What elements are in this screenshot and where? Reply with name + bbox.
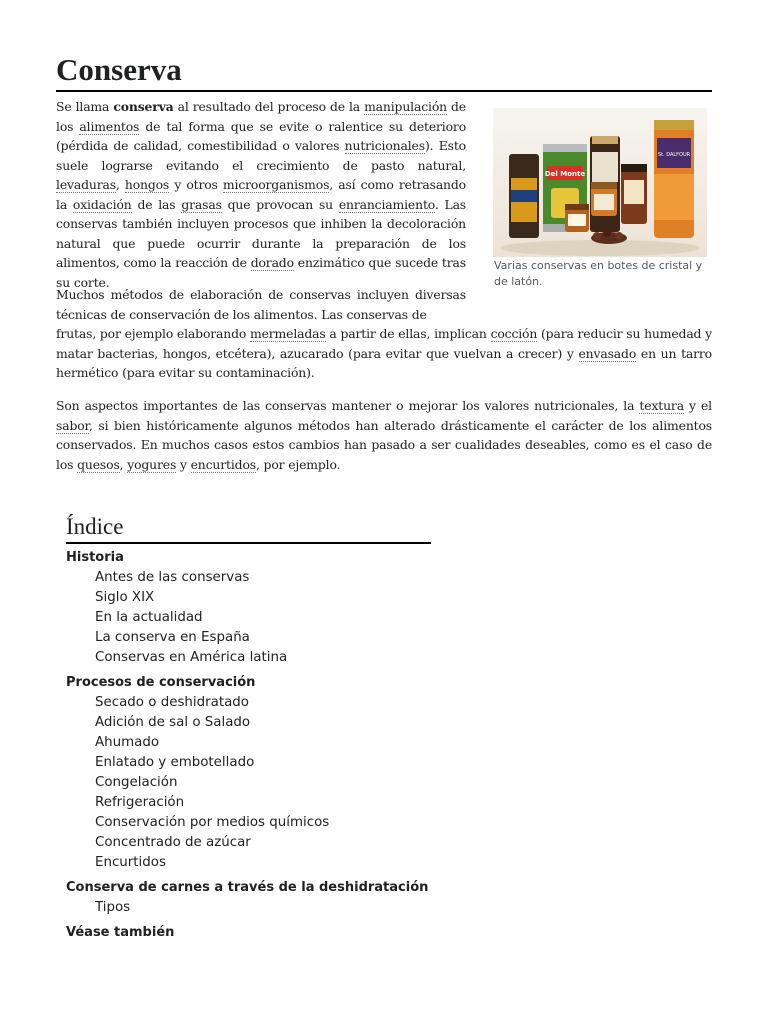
toc-item[interactable]: Concentrado de azúcar <box>95 835 251 850</box>
text-run: . Las conservas también incluyen procesos que inhiben la decoloración natural que puede ocurrir durante la preparación de los alimentos, como la reacción de <box>56 196 467 270</box>
link-sabor[interactable]: sabor <box>56 417 89 433</box>
link-enranciamiento[interactable]: enranciamiento <box>338 196 435 212</box>
link-nutricionales[interactable]: nutricionales <box>344 138 425 153</box>
toc-item[interactable]: Secado o deshidratado <box>95 695 249 710</box>
link-mermeladas[interactable]: mermeladas <box>250 326 326 341</box>
text-run: , <box>119 456 128 472</box>
link-oxidacion[interactable]: oxidación <box>72 196 132 212</box>
link-grasas[interactable]: grasas <box>181 196 222 212</box>
link-manipulacion[interactable]: manipulación <box>364 99 447 114</box>
bold-term: conserva <box>113 99 174 114</box>
text-run: Son aspectos importantes de las conservas mantener o mejorar los valores nutricionales, la <box>56 398 640 413</box>
text-run: al resultado del proceso de la <box>173 99 365 114</box>
text-run: , así como retrasando la <box>56 177 466 212</box>
toc-item[interactable]: Tipos <box>95 900 131 915</box>
text-run: a partir de ellas, implican <box>325 326 491 341</box>
table-of-contents <box>66 548 428 943</box>
text-run: y otros <box>169 177 223 192</box>
toc-item[interactable]: Adición de sal o Salado <box>95 715 251 730</box>
text-run: ). Esto suele lograrse evitando el crecimiento de pasto natural, <box>56 138 466 173</box>
toc-section-procesos[interactable]: Procesos de conservación <box>66 675 256 690</box>
toc-item[interactable]: Congelación <box>95 775 178 790</box>
link-coccion[interactable]: cocción <box>490 326 538 341</box>
link-envasado[interactable]: envasado <box>578 345 637 361</box>
toc-item[interactable]: La conserva en España <box>95 630 250 645</box>
page-title: Conserva <box>56 50 712 92</box>
text-run: Muchos métodos de elaboración de conservas incluyen diversas técnicas de conservación de los alimentos. Las conservas de <box>56 287 466 322</box>
methods-paragraph <box>56 285 712 383</box>
intro-paragraph <box>56 97 466 292</box>
link-microorganismos[interactable]: microorganismos <box>222 177 330 192</box>
text-run: , <box>115 177 125 192</box>
figure-caption: Varias conservas en botes de cristal y de latón. <box>494 259 703 288</box>
text-run: (para reducir su humedad y matar bacterias, hongos, etcétera), azucarado (para evitar que vuelvan a crecer) y <box>56 326 712 361</box>
can-brand-label: Del Monte <box>544 170 586 178</box>
text-run: de tal forma que se evite o ralentice su deterioro (pérdida de calidad, comestibilidad o valores <box>56 118 467 153</box>
text-run: , por ejemplo. <box>255 456 341 472</box>
jar-brand-label: St. DALFOUR <box>657 152 691 158</box>
toc-item[interactable]: En la actualidad <box>95 610 203 625</box>
link-encurtidos[interactable]: encurtidos <box>190 456 256 472</box>
link-yogures[interactable]: yogures <box>127 456 177 472</box>
text-run: y el <box>683 398 712 413</box>
text-run: de los <box>56 99 466 134</box>
toc-item[interactable]: Conservación por medios químicos <box>95 815 330 830</box>
preserves-photo[interactable] <box>493 108 707 257</box>
aspects-paragraph <box>56 396 712 474</box>
link-alimentos[interactable]: alimentos <box>79 118 140 134</box>
text-run: frutas, por ejemplo elaborando <box>56 326 250 341</box>
toc-item[interactable]: Conservas en América latina <box>95 650 288 665</box>
toc-item[interactable]: Enlatado y embotellado <box>95 755 255 770</box>
text-run: , si bien históricamente algunos métodos han alterado drásticamente el carácter de los alimentos conservados. En muchos casos estos cambios han pasado a ser cualidades deseables, como es el caso de los <box>56 417 712 472</box>
text-run: de las <box>131 196 182 212</box>
text-run: en un tarro hermético (para evitar su contaminación). <box>56 345 712 380</box>
toc-item[interactable]: Refrigeración <box>95 795 185 810</box>
text-run: Se llama <box>56 99 114 114</box>
preserves-illustration <box>493 108 707 257</box>
toc-section-vease[interactable]: Véase también <box>66 925 175 940</box>
toc-item[interactable]: Antes de las conservas <box>95 570 250 585</box>
toc-item[interactable]: Encurtidos <box>95 855 166 870</box>
toc-item[interactable]: Siglo XIX <box>95 590 155 605</box>
toc-section-carnes[interactable]: Conserva de carnes a través de la deshidratación <box>66 880 429 895</box>
link-textura[interactable]: textura <box>639 398 684 413</box>
link-quesos[interactable]: quesos <box>77 456 120 472</box>
toc-heading: Índice <box>66 512 431 544</box>
link-levaduras[interactable]: levaduras <box>56 177 116 192</box>
link-hongos[interactable]: hongos <box>124 177 170 192</box>
text-run: enzimático que sucede tras su corte. <box>56 255 466 290</box>
toc-section-historia[interactable]: Historia <box>66 550 124 565</box>
text-run: que provocan su <box>221 196 339 212</box>
toc-item[interactable]: Ahumado <box>95 735 160 750</box>
text-run: y <box>176 456 191 472</box>
link-dorado[interactable]: dorado <box>250 255 294 270</box>
